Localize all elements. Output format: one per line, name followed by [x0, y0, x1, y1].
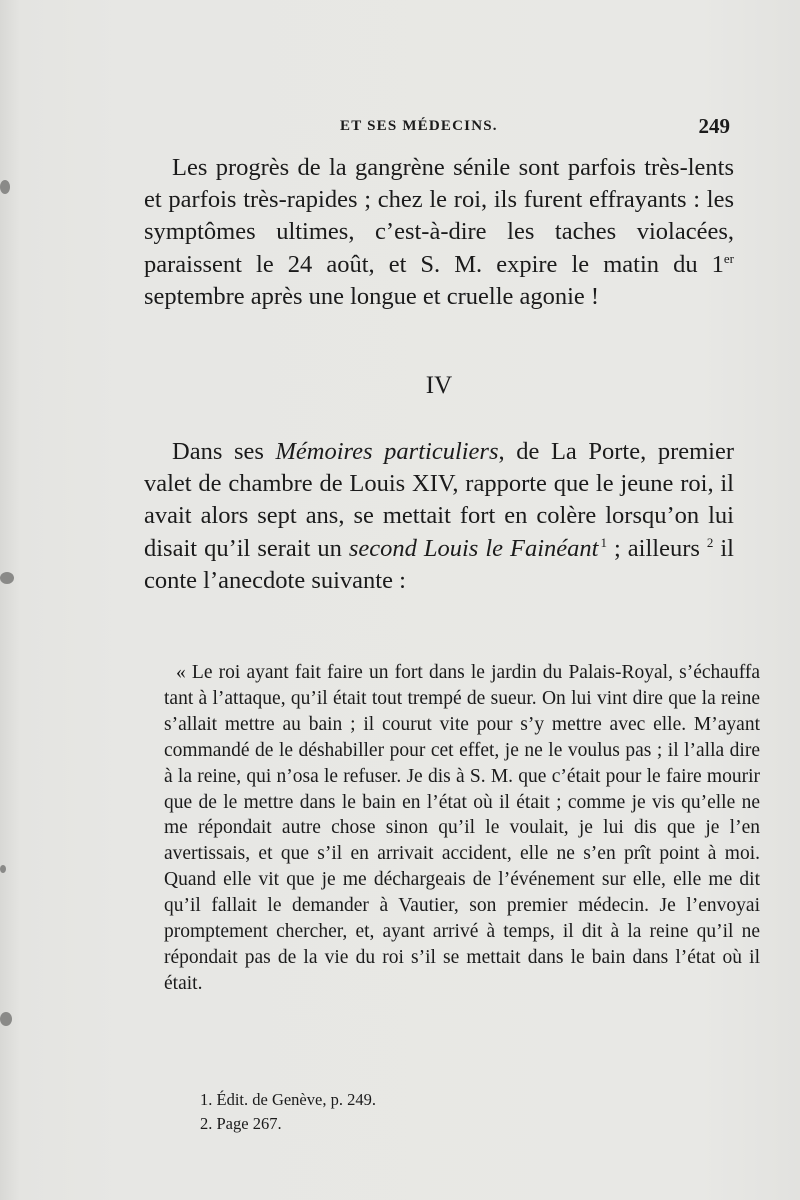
gutter-mark	[0, 180, 10, 194]
footnote: 1. Édit. de Genève, p. 249.	[200, 1090, 376, 1109]
gutter-mark	[0, 572, 14, 584]
book-title: Mémoires particuliers	[275, 438, 499, 465]
gutter-mark	[0, 865, 6, 873]
running-title: ET SES MÉDECINS.	[340, 118, 498, 134]
paragraph-text-run: Dans ses	[172, 438, 276, 465]
ordinal-number: 1	[711, 250, 724, 278]
paragraph-text-run: il conte l’anecdote suivante :	[144, 534, 734, 594]
paragraph-memoires	[144, 436, 734, 597]
block-quote	[164, 660, 760, 997]
paragraph-text-run: Les progrès de la gangrène sénile sont parfois très-lents et parfois très-rapides ; chez le roi, ils furent effrayants : les symptômes ultimes, c’est-à-dire les taches violacées, paraissent le 24 août, et S. M. expire le matin du	[144, 154, 734, 278]
footnote-ref: 1	[600, 534, 607, 550]
page-number: 249	[698, 114, 730, 138]
paragraph-text	[144, 436, 734, 597]
paragraph-text-run: , de La Porte, premier valet de chambre de Louis XIV, rapporte que le jeune roi, il avait alors sept ans, se mettait fort en colère lorsqu’on lui disait qu’il serait un	[144, 438, 735, 562]
page-header	[140, 114, 730, 140]
paragraph-text	[144, 152, 734, 313]
gutter-mark	[0, 1012, 12, 1026]
quote-text: « Le roi ayant fait faire un fort dans le jardin du Palais-Royal, s’échauffa tant à l’attaque, qu’il était tout trempé de sueur. On lui vint dire que la reine s’allait mettre au bain ; il courut vite pour s’y mettre avec elle. M’ayant commandé de le déshabiller pour cet effet, je ne le voulus pas ; il l’alla dire à la reine, qui n’osa le refuser. Je dis à S. M. que c’était pour le faire mourir que de le mettre dans le bain en l’état où il était ; comme je vis qu’elle ne me répondait autre chose sinon qu’il le voulait, je lui dis que je l’en avertissais, et que s’il en arrivait accident, elle ne s’en prît point à moi. Quand elle vit que je me déchargeais de l’événement sur elle, elle me dit qu’il fallait le demander à Vautier, son premier médecin. Je l’envoyai promptement chercher, et, ayant arrivé à temps, il dit à la reine qu’il ne répondait pas de la vie du roi s’il se mettait dans le bain dans l’état où il était.	[164, 662, 760, 994]
section-heading: IV	[425, 372, 453, 399]
footnotes	[200, 1088, 376, 1136]
paragraph-text-run: septembre après une longue et cruelle agonie !	[144, 282, 600, 310]
footnote-ref: 2	[706, 534, 714, 550]
footnote: 2. Page 267.	[200, 1114, 282, 1133]
paragraph-text-run: ; ailleurs	[607, 534, 707, 562]
italic-phrase: second Louis le Fainéant	[348, 534, 599, 562]
ordinal-superscript: er	[723, 250, 734, 266]
paragraph-gangrene	[144, 152, 734, 313]
